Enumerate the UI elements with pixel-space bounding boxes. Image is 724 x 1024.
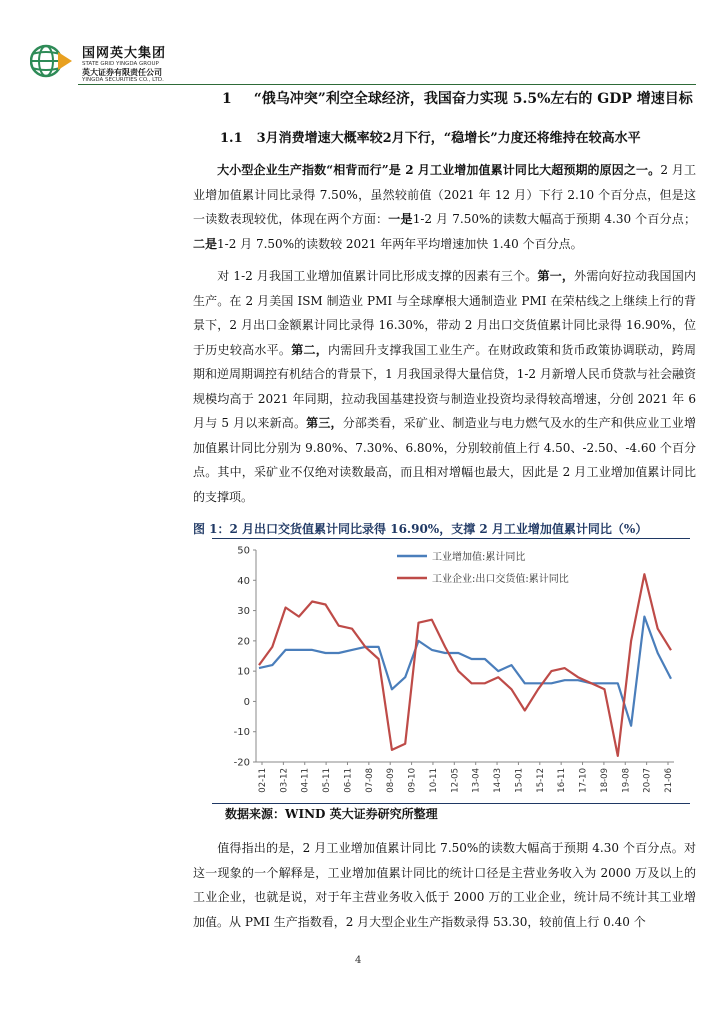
subsection-heading bbox=[220, 127, 641, 146]
paragraph-3 bbox=[193, 836, 696, 934]
x-tick-label: 17-10 bbox=[578, 768, 589, 793]
x-tick-label: 05-11 bbox=[322, 768, 333, 793]
paragraph-1-point-1: 一是 bbox=[388, 212, 413, 226]
y-tick-label: 30 bbox=[237, 606, 250, 618]
x-tick-label: 19-08 bbox=[621, 768, 632, 793]
paragraph-2-text: 外需向好拉动我国国内生产。在 2 月美国 ISM 制造业 PMI 与全球摩根大通制造业 PMI 在荣枯线之上继续上行的背景下，2 月出口金额累计同比录得 16.30%，带动 2 月出口交货值累计同比录得 16.90%，位于历史较高水平。 bbox=[193, 269, 696, 357]
x-tick-label: 12-05 bbox=[450, 768, 461, 793]
x-tick-label: 03-12 bbox=[279, 768, 290, 793]
y-tick-label: 50 bbox=[237, 545, 250, 557]
section-heading bbox=[222, 88, 693, 108]
x-tick-label: 15-01 bbox=[514, 768, 525, 793]
paragraph-1 bbox=[193, 158, 696, 256]
paragraph-2-text: 分部类看，采矿业、制造业与电力燃气及水的生产和供应业工业增加值累计同比分别为 9.80%、7.30%、6.80%，分别较前值上行 4.50、-2.50、-4.60 个百分点。其中，采矿业不仅绝对读数最高，而且相对增幅也最大，因此是 2 月工业增加值累计同比的支撑项。 bbox=[193, 416, 696, 504]
x-tick-label: 08-09 bbox=[386, 768, 397, 793]
x-tick-label: 21-06 bbox=[664, 768, 674, 793]
x-tick-label: 14-03 bbox=[493, 768, 504, 793]
x-tick-label: 16-11 bbox=[557, 768, 568, 793]
section-title: “俄乌冲突”利空全球经济，我国奋力实现 5.5%左右的 GDP 增速目标 bbox=[253, 91, 693, 107]
logo-group-name: 国网英大集团 bbox=[82, 46, 167, 61]
figure-source: 数据来源：WIND 英大证券研究所整理 bbox=[225, 807, 438, 821]
figure-bottom-rule bbox=[212, 803, 690, 804]
y-tick-label: -10 bbox=[233, 727, 250, 739]
line-chart bbox=[212, 540, 690, 800]
y-tick-label: 10 bbox=[237, 666, 250, 678]
paragraph-2-point-1: 第一， bbox=[537, 269, 575, 283]
section-number: 1 bbox=[222, 91, 232, 107]
x-tick-label: 10-11 bbox=[428, 768, 439, 793]
subsection-title: 3月消费增速大概率较2月下行，“稳增长”力度还将维持在较高水平 bbox=[256, 131, 641, 146]
globe-logo-icon bbox=[30, 42, 74, 80]
paragraph-2 bbox=[193, 264, 696, 509]
figure-top-rule bbox=[212, 538, 690, 539]
paragraph-1-text: 1-2 月 7.50%的读数较 2021 年两年平均增速加快 1.40 个百分点。 bbox=[217, 236, 583, 251]
legend-label-1: 工业增加值:累计同比 bbox=[432, 552, 526, 563]
paragraph-1-lead: 大小型企业生产指数“相背而行”是 2 月工业增加值累计同比大超预期的原因之一。 bbox=[217, 163, 661, 177]
paragraph-1-text: 1-2 月 7.50%的读数大幅高于预期 4.30 个百分点； bbox=[412, 212, 696, 226]
logo-group-name-en: STATE GRID YINGDA GROUP bbox=[82, 61, 159, 67]
logo-company-name-en: YINGDA SECURITIES CO., LTD. bbox=[82, 77, 164, 83]
x-tick-label: 02-11 bbox=[258, 768, 268, 793]
x-tick-label: 07-08 bbox=[364, 768, 375, 793]
x-tick-label: 13-04 bbox=[471, 768, 482, 793]
subsection-number: 1.1 bbox=[220, 131, 243, 146]
legend-label-2: 工业企业:出口交货值:累计同比 bbox=[432, 574, 569, 585]
x-tick-label: 06-11 bbox=[343, 768, 354, 793]
paragraph-2-point-2: 第二， bbox=[291, 342, 329, 357]
y-tick-label: 40 bbox=[237, 575, 250, 587]
x-tick-label: 04-11 bbox=[300, 768, 311, 793]
x-tick-label: 09-10 bbox=[407, 768, 418, 793]
paragraph-1-point-2: 二是 bbox=[193, 236, 218, 251]
paragraph-1-text: 2 月工业增加值累计同比录得 7.50%，虽然较前值（2021 年 12 月）下行 2.10 个百分点，但是这一读数表现较优，体现在两个方面： bbox=[193, 163, 697, 226]
x-tick-label: 15-12 bbox=[535, 768, 546, 793]
header-rule bbox=[78, 84, 696, 85]
y-tick-label: 0 bbox=[243, 696, 250, 708]
paragraph-2-text: 对 1-2 月我国工业增加值累计同比形成支撑的因素有三个。 bbox=[217, 269, 538, 283]
x-tick-label: 18-09 bbox=[599, 768, 610, 793]
paragraph-2-point-3: 第三， bbox=[306, 416, 343, 430]
x-tick-label: 20-07 bbox=[642, 768, 653, 793]
y-tick-label: -20 bbox=[233, 757, 250, 769]
page-number: 4 bbox=[355, 955, 362, 966]
paragraph-3-text: 值得指出的是，2 月工业增加值累计同比 7.50%的读数大幅高于预期 4.30 个百分点。对这一现象的一个解释是，工业增加值累计同比的统计口径是主营业务收入为 2000 万及以上的工业企业，也就是说，对于年主营业务收入低于 2000 万的工业企业，统计局不统计其工业增加值。从 PMI 生产指数看，2 月大型企业生产指数录得 53.30，较前值上行 0.40 个 bbox=[193, 841, 696, 929]
y-tick-label: 20 bbox=[237, 636, 250, 648]
series-line-2 bbox=[259, 574, 671, 756]
paragraph-2-text: 内需回升支撑我国工业生产。在财政政策和货币政策协调联动，跨周期和逆周期调控有机结合的背景下，1 月我国录得大量信贷，1-2 月新增人民币贷款与社会融资规模均高于 2021 年同期，拉动我国基建投资与制造业投资均录得较高增速，分创 2021 年 6 月与 5 月以来新高。 bbox=[193, 342, 696, 430]
logo-company-name: 英大证券有限责任公司 bbox=[82, 68, 162, 77]
figure-caption: 图 1：2 月出口交货值累计同比录得 16.90%，支撑 2 月工业增加值累计同比（%） bbox=[193, 522, 648, 536]
company-logo bbox=[30, 40, 230, 84]
